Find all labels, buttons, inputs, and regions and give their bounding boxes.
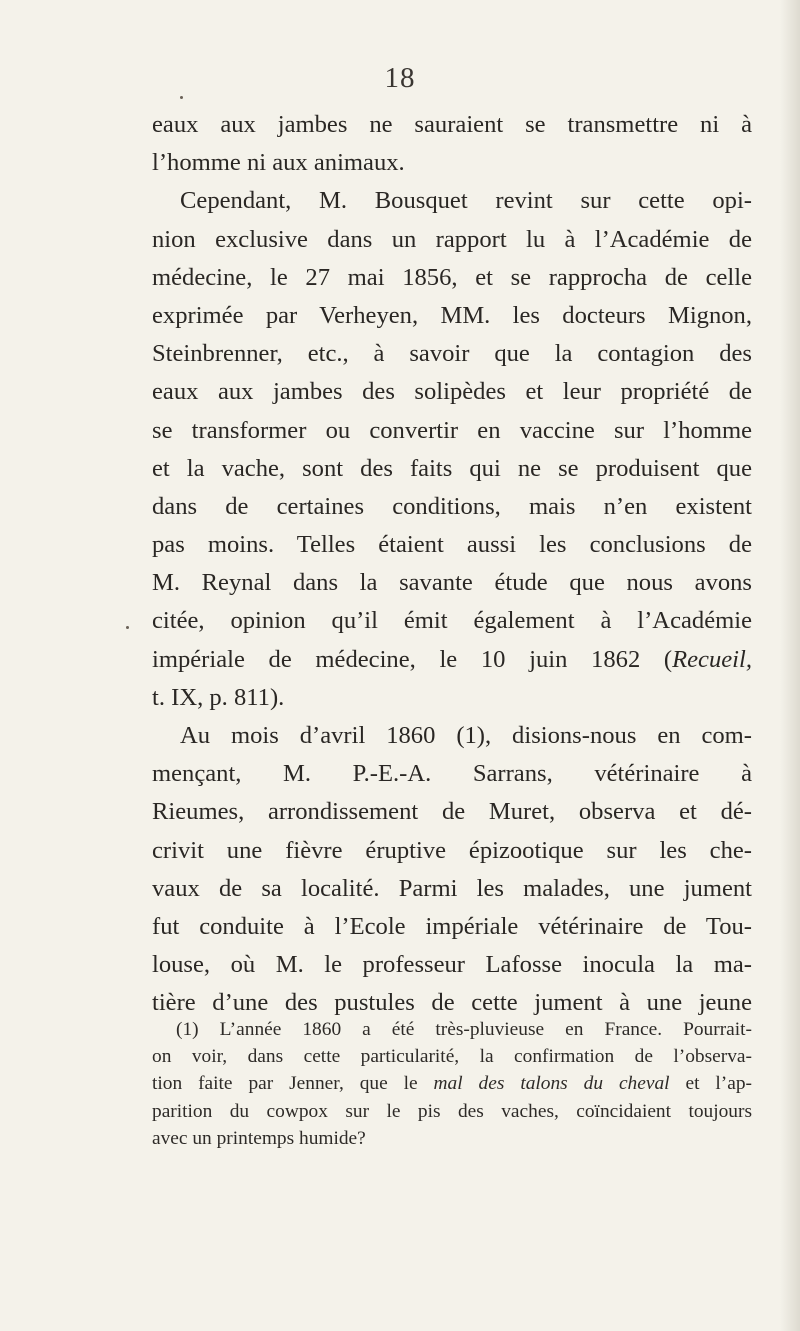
text-segment: parition du cowpox sur le pis des vaches, coïncidaient toujours	[152, 1100, 752, 1122]
text-segment: crivit une fièvre éruptive épizootique sur les che-	[152, 836, 752, 864]
text-line	[152, 641, 752, 679]
italic-text: Recueil,	[672, 645, 752, 673]
text-segment: eaux aux jambes des solipèdes et leur propriété de	[152, 378, 752, 406]
text-line	[152, 106, 752, 144]
text-line	[152, 832, 752, 870]
text-segment: et l’ap-	[669, 1073, 752, 1095]
italic-text: mal des talons du cheval	[433, 1073, 670, 1095]
text-line	[152, 793, 752, 831]
text-segment: tière d’une des pustules de cette jument à une jeune	[152, 989, 752, 1017]
text-segment: pas moins. Telles étaient aussi les conclusions de	[152, 531, 752, 559]
text-line	[152, 335, 752, 373]
text-line	[152, 946, 752, 984]
text-line	[152, 602, 752, 640]
text-line	[152, 221, 752, 259]
text-segment: l’homme ni aux animaux.	[152, 149, 405, 177]
text-segment: tion faite par Jenner, que le	[152, 1073, 434, 1095]
text-line	[152, 412, 752, 450]
text-segment: mençant, M. P.-E.-A. Sarrans, vétérinaire à	[152, 760, 752, 788]
text-line	[152, 564, 752, 602]
footnote-line	[152, 1043, 752, 1070]
text-segment: (1) L’année 1860 a été très-pluvieuse en France. Pourrait-	[176, 1019, 752, 1040]
text-segment: Steinbrenner, etc., à savoir que la contagion des	[152, 340, 752, 368]
text-line	[152, 297, 752, 335]
text-line	[152, 450, 752, 488]
text-segment: Au mois d’avril 1860 (1), disions-nous en com-	[180, 722, 752, 749]
text-line	[152, 870, 752, 908]
text-line	[152, 259, 752, 297]
text-segment: et la vache, sont des faits qui ne se produisent que	[152, 454, 752, 482]
text-segment: nion exclusive dans un rapport lu à l’Académie de	[152, 225, 752, 253]
text-line	[152, 182, 752, 220]
footnote-line	[152, 1016, 752, 1043]
text-line	[152, 373, 752, 411]
ink-speck	[180, 96, 183, 99]
text-segment: dans de certaines conditions, mais n’en existent	[152, 492, 752, 520]
text-segment: Cependant, M. Bousquet revint sur cette opi-	[180, 187, 752, 215]
footnote-line	[152, 1098, 752, 1125]
text-segment: t. IX, p. 811).	[152, 683, 285, 711]
text-line	[152, 679, 752, 717]
footnote-line	[152, 1125, 752, 1152]
text-segment: on voir, dans cette particularité, la confirmation de l’observa-	[152, 1046, 752, 1068]
footnote	[152, 1016, 752, 1152]
text-line	[152, 488, 752, 526]
text-line	[152, 717, 752, 755]
main-text	[152, 106, 752, 1023]
text-segment: exprimée par Verheyen, MM. les docteurs Mignon,	[152, 301, 752, 329]
text-segment: vaux de sa localité. Parmi les malades, une jument	[152, 874, 752, 902]
text-segment: médecine, le 27 mai 1856, et se rapprocha de celle	[152, 263, 752, 291]
text-line	[152, 908, 752, 946]
text-segment: Rieumes, arrondissement de Muret, observa et dé-	[152, 798, 752, 826]
text-segment: avec un printemps humide?	[152, 1127, 366, 1149]
text-line	[152, 755, 752, 793]
text-line	[152, 144, 752, 182]
text-segment: citée, opinion qu’il émit également à l’Académie	[152, 607, 752, 635]
text-segment: M. Reynal dans la savante étude que nous avons	[152, 569, 752, 597]
text-segment: louse, où M. le professeur Lafosse inocula la ma-	[152, 951, 752, 979]
ink-speck	[126, 626, 129, 629]
text-segment: fut conduite à l’Ecole impériale vétérinaire de Tou-	[152, 912, 752, 940]
footnote-line	[152, 1070, 752, 1097]
text-line	[152, 526, 752, 564]
text-segment: se transformer ou convertir en vaccine sur l’homme	[152, 416, 752, 444]
text-segment: impériale de médecine, le 10 juin 1862 (	[152, 645, 673, 673]
text-segment: eaux aux jambes ne sauraient se transmettre ni à	[152, 111, 752, 138]
page-number: 18	[384, 62, 416, 94]
